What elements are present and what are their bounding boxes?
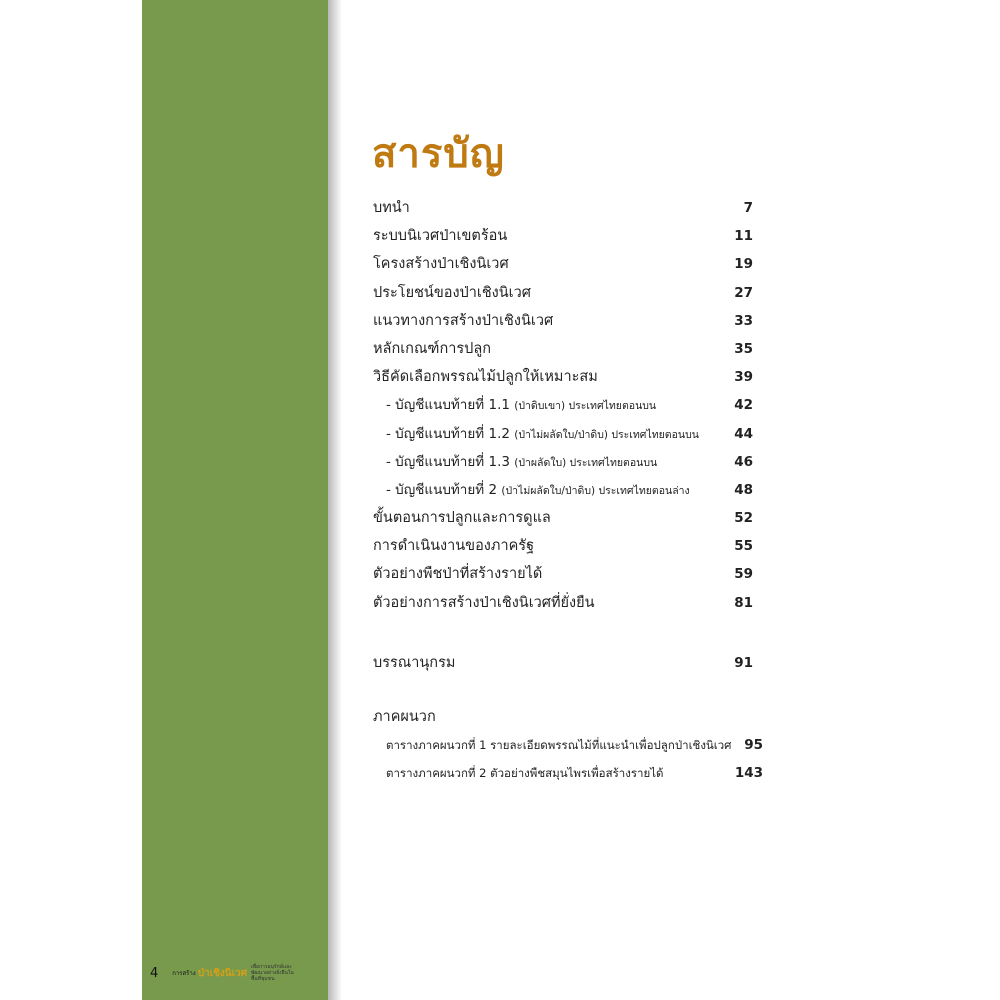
toc-entry-forest-creation-guidelines[interactable] [373, 307, 763, 335]
toc-entry-label: ขั้นตอนการปลูกและการดูแล [373, 510, 551, 527]
toc-entry-planting-and-care[interactable] [373, 504, 763, 532]
toc-subentry-label [386, 420, 699, 449]
toc-entry-page: 81 [734, 594, 753, 611]
toc-entry-label: โครงสร้างป่าเชิงนิเวศ [373, 256, 509, 273]
toc-entry-forest-benefits[interactable] [373, 279, 763, 307]
toc-entry-income-plants[interactable] [373, 560, 763, 588]
toc-entry-label: ระบบนิเวศป่าเขตร้อน [373, 228, 508, 245]
toc-subentry-note: (ป่าไม่ผลัดใบ/ป่าดิบ) ประเทศไทยตอนล่าง [501, 484, 690, 497]
green-side-band [142, 0, 328, 1000]
toc-entry-page: 91 [734, 654, 753, 671]
page-number: 4 [150, 965, 159, 981]
toc-entry-page: 35 [734, 340, 753, 357]
toc-subentry-appendix-2[interactable] [373, 476, 763, 504]
toc-subentry-note: (ป่าดิบเขา) ประเทศไทยตอนบน [514, 400, 657, 413]
section-spacer [373, 677, 763, 703]
brand-prefix: การสร้าง [172, 970, 196, 977]
toc-entry-page: 7 [743, 200, 753, 216]
toc-subentry-appendix-1-1[interactable] [373, 391, 763, 419]
brand-title: ป่าเชิงนิเวศ [197, 967, 247, 979]
toc-subentry-appendix-1-3[interactable] [373, 448, 763, 476]
toc-subentry-note: (ป่าไม่ผลัดใบ/ป่าดิบ) ประเทศไทยตอนบน [514, 428, 699, 441]
toc-subentry-appendix-1-2[interactable] [373, 420, 763, 448]
toc-entry-page: 48 [734, 481, 753, 498]
toc-subentry-title: - บัญชีแนบท้ายที่ 1.2 [386, 425, 510, 442]
toc-entry-bibliography[interactable] [373, 649, 763, 677]
toc-subentry-appendix-table-2[interactable] [373, 759, 763, 787]
toc-entry-forest-structure[interactable] [373, 250, 763, 278]
toc-entry-label: ตัวอย่างการสร้างป่าเชิงนิเวศที่ยั่งยืน [373, 594, 595, 611]
toc-entry-page: 11 [734, 228, 753, 245]
page-footer [150, 962, 297, 984]
toc-entry-label: ตารางภาคผนวกที่ 1 รายละเอียดพรรณไม้ที่แนะนำเพื่อปลูกป่าเชิงนิเวศ [386, 738, 732, 753]
toc-entry-sustainable-examples[interactable] [373, 589, 763, 617]
toc-subentry-note: (ป่าผลัดใบ) ประเทศไทยตอนบน [514, 456, 658, 469]
toc-entry-page: 95 [744, 737, 763, 754]
toc-entry-label: วิธีคัดเลือกพรรณไม้ปลูกให้เหมาะสม [373, 369, 598, 386]
toc-subentry-appendix-table-1[interactable] [373, 731, 763, 759]
toc-entry-label: ตารางภาคผนวกที่ 2 ตัวอย่างพืชสมุนไพรเพื่อสร้างรายได้ [386, 766, 664, 781]
toc-entry-label: ประโยชน์ของป่าเชิงนิเวศ [373, 284, 531, 301]
toc-entry-government-operations[interactable] [373, 532, 763, 560]
toc-entry-page: 143 [734, 765, 763, 782]
toc-entry-page: 33 [734, 312, 753, 329]
page-title: สารบัญ [372, 131, 505, 177]
toc-entry-label: การดำเนินงานของภาครัฐ [373, 538, 535, 555]
toc-entry-page: 44 [734, 425, 753, 442]
toc-entry-introduction[interactable] [373, 194, 763, 222]
toc-heading-appendix [373, 703, 763, 731]
toc-entry-page: 42 [734, 397, 753, 414]
toc-subentry-label [386, 448, 657, 477]
toc-entry-label: บรรณานุกรม [373, 654, 456, 671]
toc-subentry-title: - บัญชีแนบท้ายที่ 2 [386, 481, 498, 498]
toc-entry-page: 19 [734, 256, 753, 273]
toc-entry-label: หลักเกณฑ์การปลูก [373, 340, 492, 357]
toc-entry-planting-criteria[interactable] [373, 335, 763, 363]
toc-subentry-label [386, 476, 690, 505]
toc-entry-label: ตัวอย่างพืชป่าที่สร้างรายได้ [373, 566, 543, 583]
table-of-contents [373, 194, 763, 788]
toc-entry-page: 55 [734, 538, 753, 555]
toc-subentry-label [386, 391, 656, 420]
toc-entry-page: 39 [734, 369, 753, 386]
band-shadow [328, 0, 342, 1000]
toc-entry-page: 59 [734, 566, 753, 583]
toc-entry-tropical-ecosystem[interactable] [373, 222, 763, 250]
toc-entry-page: 52 [734, 510, 753, 527]
toc-entry-page: 27 [734, 284, 753, 301]
toc-subentry-title: - บัญชีแนบท้ายที่ 1.3 [386, 453, 510, 470]
toc-entry-label: บทนำ [373, 200, 410, 216]
toc-entry-page: 46 [734, 453, 753, 470]
toc-subentry-title: - บัญชีแนบท้ายที่ 1.1 [386, 397, 510, 414]
toc-entry-species-selection[interactable] [373, 363, 763, 391]
toc-section-heading: ภาคผนวก [373, 709, 436, 725]
section-spacer [373, 617, 763, 649]
brand-tagline: เพื่อการอนุรักษ์และพัฒนาอย่างยั่งยืนในพื้นที่ชุมชน [250, 964, 294, 982]
toc-entry-label: แนวทางการสร้างป่าเชิงนิเวศ [373, 312, 554, 329]
